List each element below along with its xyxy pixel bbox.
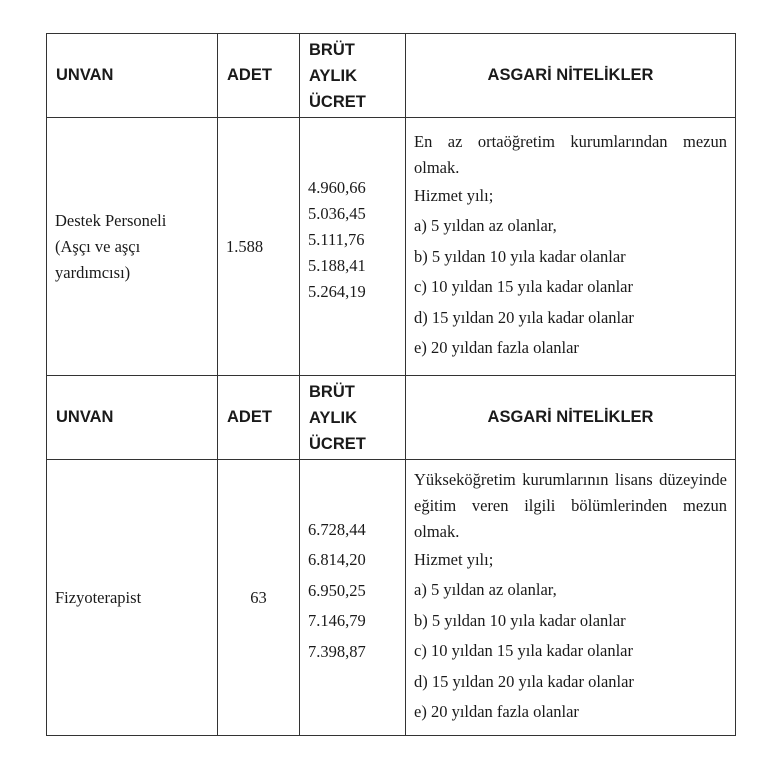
kademe-item: c) 10 yıldan 15 yıla kadar olanlar — [414, 277, 634, 297]
ucret-cell — [300, 460, 406, 736]
nitelik-giris: Yükseköğretim kurumlarının lisans düzeyinde eğitim veren ilgili bölümlerinden mezun olmak. — [414, 470, 727, 542]
hizmet-yili-label: Hizmet yılı; — [414, 186, 494, 206]
unvan-cell — [47, 118, 218, 376]
kademe-item: b) 5 yıldan 10 yıla kadar olanlar — [414, 246, 626, 266]
kademe-item: e) 20 yıldan fazla olanlar — [414, 702, 579, 722]
adet-cell: 63 — [218, 460, 300, 736]
header-unvan: UNVAN — [47, 376, 218, 460]
table-row — [47, 118, 736, 376]
header-ucret-line: ÜCRET — [309, 92, 366, 111]
kademe-item: d) 15 yıldan 20 yıla kadar olanlar — [414, 307, 634, 327]
adet-cell: 1.588 — [218, 118, 300, 376]
ucret-value: 7.146,79 — [308, 611, 366, 631]
header-asgari-nitelikler: ASGARİ NİTELİKLER — [406, 376, 736, 460]
header-unvan: UNVAN — [47, 34, 218, 118]
kademe-item: a) 5 yıldan az olanlar, — [414, 216, 557, 236]
kademe-item: c) 10 yıldan 15 yıla kadar olanlar — [414, 641, 634, 661]
nitelik-cell — [406, 460, 736, 736]
header-ucret-line: ÜCRET — [309, 434, 366, 453]
ucret-value: 5.111,76 — [308, 230, 365, 249]
table-row — [47, 460, 736, 736]
kademe-item: e) 20 yıldan fazla olanlar — [414, 338, 579, 358]
nitelik-cell — [406, 118, 736, 376]
unvan-cell — [47, 460, 218, 736]
header-asgari-nitelikler: ASGARİ NİTELİKLER — [406, 34, 736, 118]
kademe-item: d) 15 yıldan 20 yıla kadar olanlar — [414, 671, 634, 691]
ucret-value: 7.398,87 — [308, 641, 366, 661]
ucret-value: 6.728,44 — [308, 519, 366, 539]
ucret-value: 5.264,19 — [308, 282, 366, 301]
ucret-value: 5.188,41 — [308, 256, 366, 275]
nitelik-giris: En az ortaöğretim kurumlarından mezun olmak. — [414, 132, 727, 178]
ucret-value: 6.814,20 — [308, 550, 366, 570]
ucret-value: 6.950,25 — [308, 580, 366, 600]
unvan-line: yardımcısı) — [55, 262, 131, 282]
unvan-line: Fizyoterapist — [55, 587, 142, 607]
header-brut-aylik-ucret — [300, 34, 406, 118]
staff-requirements-table — [46, 33, 736, 736]
unvan-line: Destek Personeli — [55, 210, 167, 230]
ucret-cell — [300, 118, 406, 376]
unvan-line: (Aşçı ve aşçı — [55, 236, 141, 256]
header-adet: ADET — [218, 376, 300, 460]
header-ucret-line: BRÜT — [309, 382, 355, 401]
ucret-value: 5.036,45 — [308, 204, 366, 223]
kademe-item: a) 5 yıldan az olanlar, — [414, 580, 557, 600]
header-ucret-line: BRÜT — [309, 40, 355, 59]
header-adet: ADET — [218, 34, 300, 118]
header-ucret-line: AYLIK — [309, 408, 357, 427]
header-row — [47, 376, 736, 460]
hizmet-yili-label: Hizmet yılı; — [414, 550, 494, 570]
header-ucret-line: AYLIK — [309, 66, 357, 85]
ucret-value: 4.960,66 — [308, 178, 366, 197]
kademe-item: b) 5 yıldan 10 yıla kadar olanlar — [414, 610, 626, 630]
header-brut-aylik-ucret — [300, 376, 406, 460]
header-row — [47, 34, 736, 118]
